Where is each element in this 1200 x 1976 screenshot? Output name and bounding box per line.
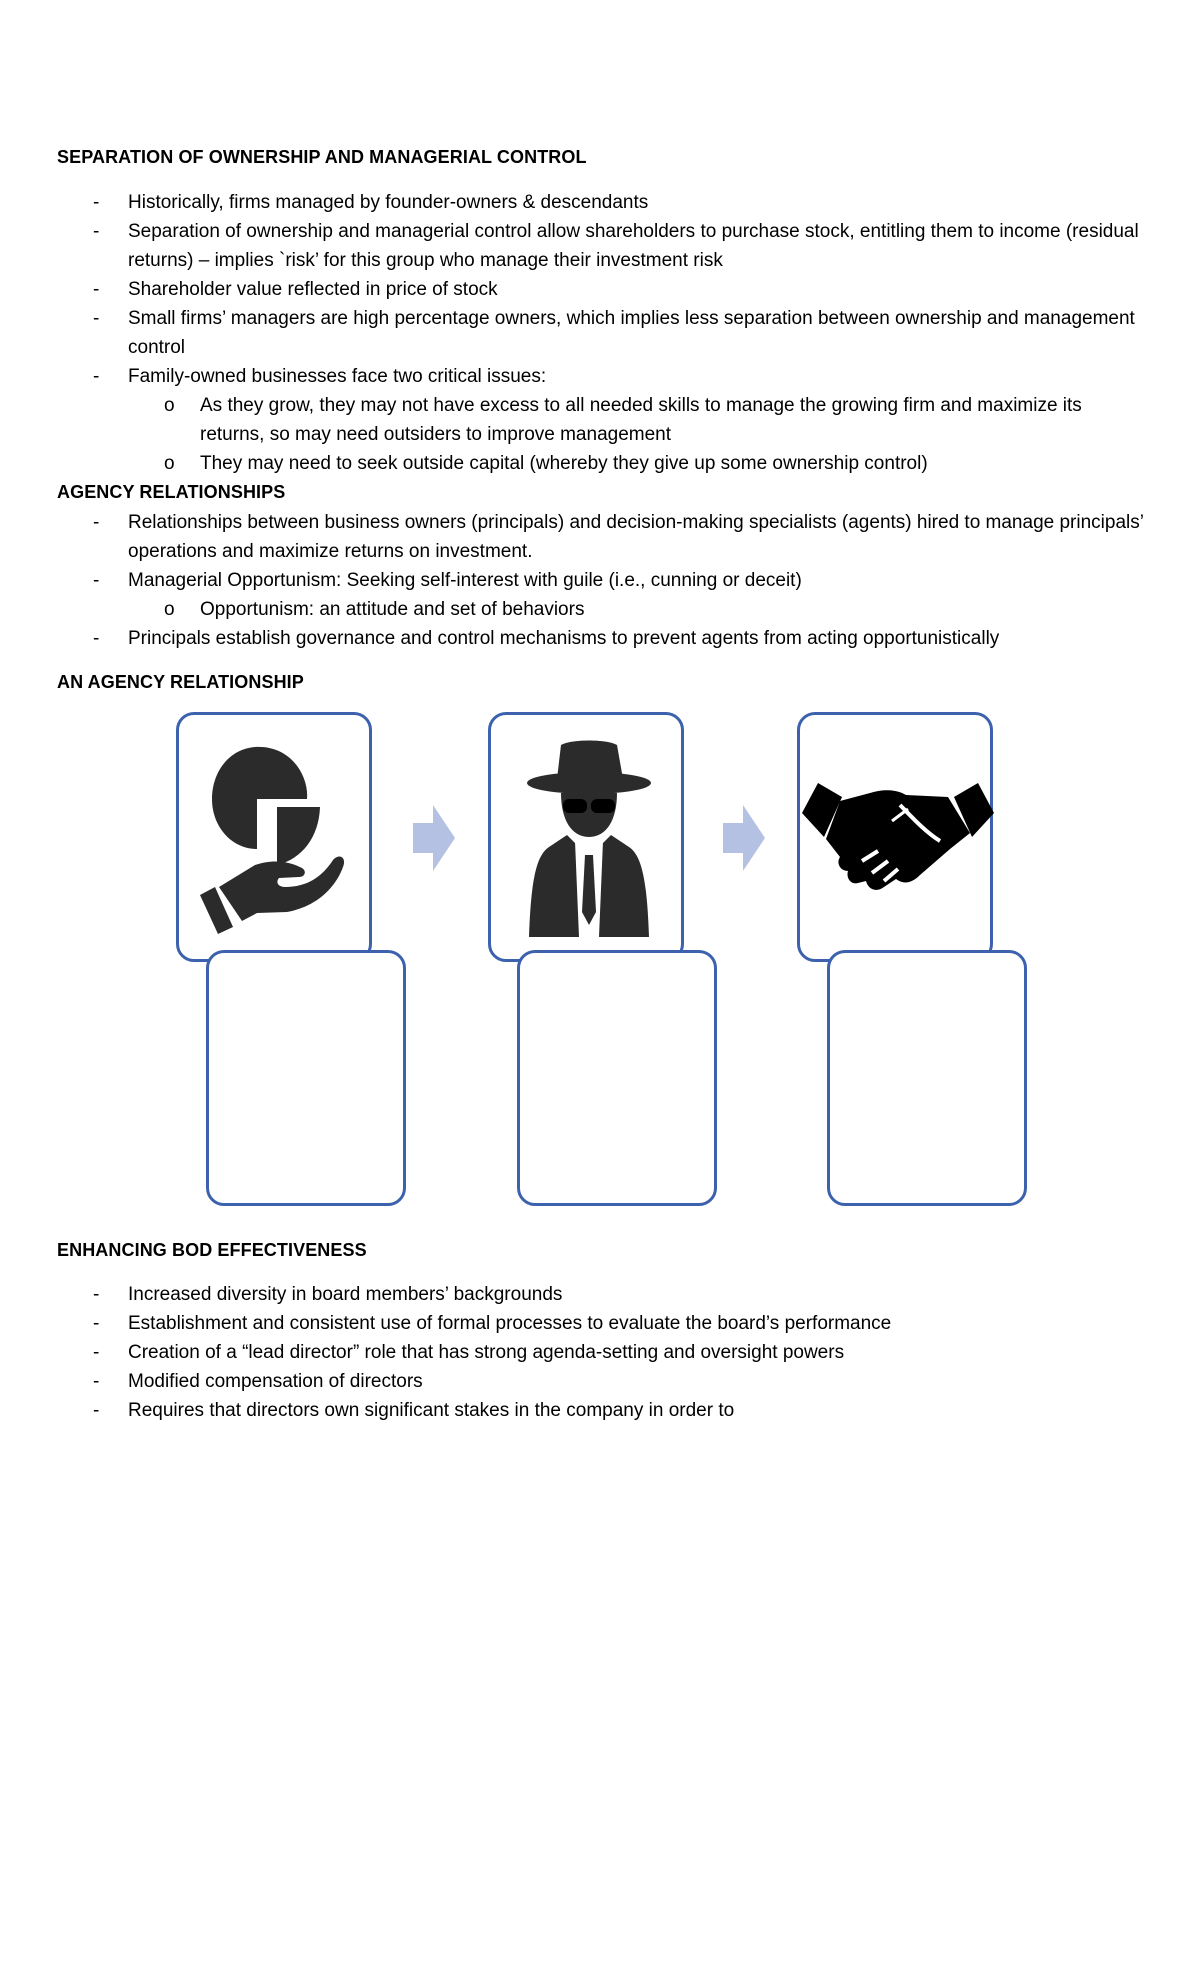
hand-holding-pie-chart-icon <box>197 737 357 937</box>
list-item: - Requires that directors own significant stakes in the company in order to <box>93 1400 735 1421</box>
list-item: - Principals establish governance and control mechanisms to prevent agents from acting opportunistically <box>93 628 1000 649</box>
spy-agent-icon <box>519 737 659 947</box>
list-item: - Establishment and consistent use of formal processes to evaluate the board’s performance <box>93 1313 892 1334</box>
list-item: - Shareholder value reflected in price of stock <box>93 279 498 300</box>
section-heading-agency-relationship: AN AGENCY RELATIONSHIP <box>57 672 304 692</box>
principal-box <box>176 712 372 962</box>
list-item: - Increased diversity in board members’ backgrounds <box>93 1284 563 1305</box>
arrow-right-icon <box>723 805 765 871</box>
agency-list <box>57 508 1147 653</box>
sub-list-item: o As they grow, they may not have excess to all needed skills to manage the growing firm and maximize its returns, so may need outsiders to improve management <box>164 395 1082 445</box>
list-item: - Separation of ownership and managerial control allow shareholders to purchase stock, entitling them to income (residual returns) – implies `risk’ for this group who manage their investment risk <box>93 221 1139 271</box>
agency-relationship-diagram <box>0 700 1200 1220</box>
handshake-icon <box>800 775 996 905</box>
bod-list <box>57 1280 1147 1425</box>
separation-list <box>57 188 1147 478</box>
sub-list-item: o They may need to seek outside capital (whereby they give up some ownership control) <box>164 453 928 474</box>
section-heading-agency: AGENCY RELATIONSHIPS <box>57 482 286 502</box>
section-heading-separation: SEPARATION OF OWNERSHIP AND MANAGERIAL CONTROL <box>57 147 587 167</box>
list-item: - Managerial Opportunism: Seeking self-interest with guile (i.e., cunning or deceit) <box>93 570 802 591</box>
handshake-box <box>797 712 993 962</box>
list-item: - Creation of a “lead director” role that has strong agenda-setting and oversight powers <box>93 1342 845 1363</box>
handshake-text-box <box>827 950 1027 1206</box>
sub-list-item: o Opportunism: an attitude and set of behaviors <box>164 599 585 620</box>
list-item: - Family-owned businesses face two critical issues: <box>93 366 547 387</box>
list-item: - Small firms’ managers are high percentage owners, which implies less separation between ownership and management control <box>93 308 1135 358</box>
agent-text-box <box>517 950 717 1206</box>
list-item: - Modified compensation of directors <box>93 1371 423 1392</box>
section-heading-bod: ENHANCING BOD EFFECTIVENESS <box>57 1240 367 1260</box>
arrow-right-icon <box>413 805 455 871</box>
list-item: - Relationships between business owners (principals) and decision-making specialists (agents) hired to manage principals’ operations and maximize returns on investment. <box>93 512 1144 562</box>
list-item: - Historically, firms managed by founder-owners & descendants <box>93 192 649 213</box>
agent-box <box>488 712 684 962</box>
principal-text-box <box>206 950 406 1206</box>
